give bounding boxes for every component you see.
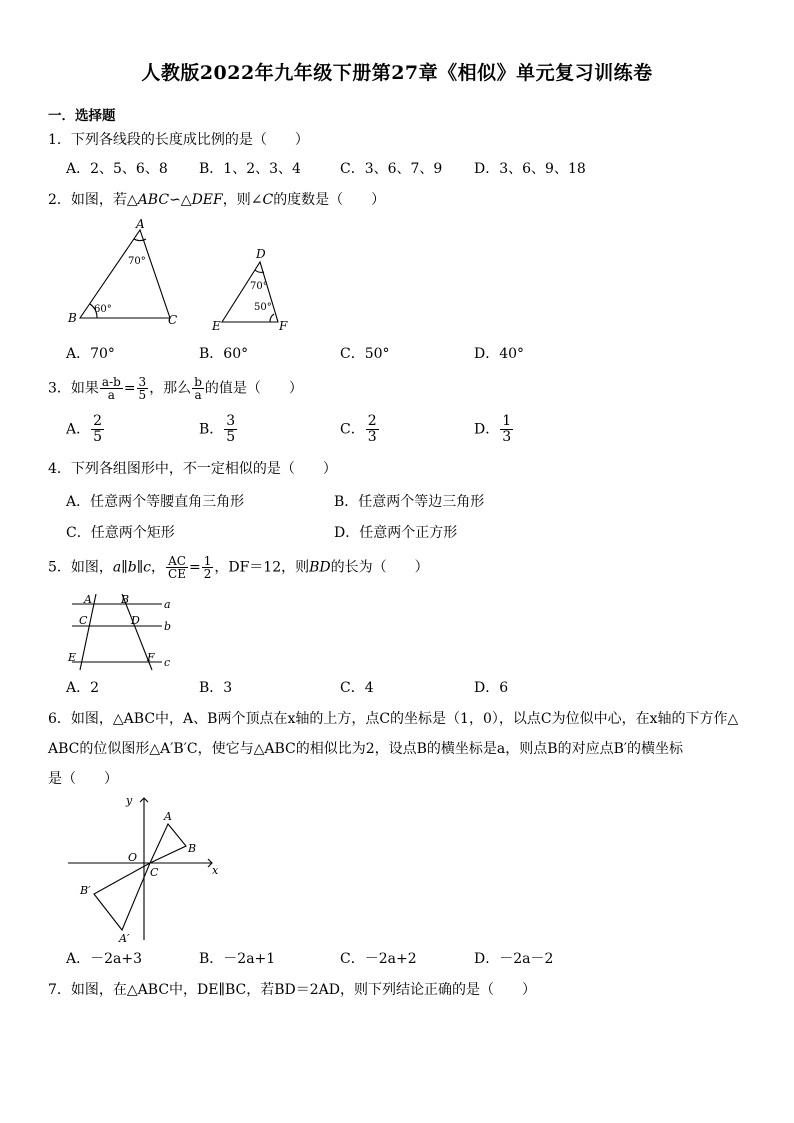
label-line-a: a: [164, 598, 171, 611]
label-d: D: [256, 247, 266, 261]
label-a-point: A: [84, 593, 92, 606]
label-point-a-prime: A′: [119, 932, 130, 945]
question-4-option-b[interactable]: B．任意两个等边三角形: [334, 494, 485, 510]
question-1-option-d[interactable]: D．3、6、9、18: [474, 161, 586, 177]
label-e: E: [212, 319, 221, 333]
question-7-stem: 7．如图，在△ABC中，DE∥BC，若BD＝2AD，则下列结论正确的是（ ）: [48, 982, 536, 998]
triangle-def: [222, 262, 278, 322]
question-6-stem: [48, 704, 758, 794]
question-2-option-a[interactable]: A．70°: [66, 346, 115, 362]
question-6-option-b[interactable]: B．－2a+1: [199, 951, 276, 967]
question-6-option-d[interactable]: D．－2a－2: [474, 951, 554, 967]
question-2-figure: [60, 218, 310, 336]
question-4-stem: 4．下列各组图形中，不一定相似的是（ ）: [48, 461, 337, 477]
question-2-option-c[interactable]: C．50°: [340, 346, 390, 362]
angle-a-value: 70°: [128, 256, 146, 267]
question-4-option-a[interactable]: A．任意两个等腰直角三角形: [66, 494, 245, 510]
label-c: C: [168, 313, 178, 327]
label-b-point: B: [121, 593, 130, 606]
label-y-axis: y: [126, 794, 133, 807]
question-2-option-d[interactable]: D．40°: [474, 346, 525, 362]
question-5-option-b[interactable]: B．3: [199, 680, 233, 696]
label-b: B: [68, 311, 77, 325]
question-1-option-a[interactable]: A．2、5、6、8: [66, 161, 168, 177]
label-point-b: B: [188, 842, 197, 855]
question-6-option-a[interactable]: A．－2a+3: [66, 951, 143, 967]
question-2-option-b[interactable]: B．60°: [199, 346, 249, 362]
label-line-c: c: [164, 656, 171, 669]
question-6-figure: [62, 790, 232, 948]
label-e-point: E: [68, 651, 77, 664]
question-5-figure: [64, 590, 184, 672]
label-c-point: C: [79, 614, 88, 627]
label-point-b-prime: B′: [80, 884, 91, 897]
question-1-option-c[interactable]: C．3、6、7、9: [340, 161, 443, 177]
label-x-axis: x: [212, 864, 219, 877]
question-3-stem: 3．如果 $\frac{a-b}{a}$ = $\frac{3}{5}$ ，那么 $\frac{b}{a}$ 的值是（ ）: [48, 375, 303, 402]
triangle-a2b2c: [94, 863, 150, 930]
label-a: A: [136, 218, 145, 231]
question-3-option-c[interactable]: C． $\frac{2}{3}$: [340, 413, 377, 445]
question-6-option-c[interactable]: C．－2a+2: [340, 951, 417, 967]
page-title: 人教版2022年九年级下册第27章《相似》单元复习训练卷: [141, 62, 653, 84]
question-1-option-b[interactable]: B．1、2、3、4: [199, 161, 301, 177]
question-4-option-d[interactable]: D．任意两个正方形: [334, 525, 458, 541]
label-f-point: F: [147, 651, 155, 664]
angle-f-arc: [270, 314, 274, 322]
angle-d-value: 70°: [250, 281, 268, 292]
question-5-option-d[interactable]: D．6: [474, 680, 509, 696]
angle-a-arc: [134, 239, 146, 241]
label-f: F: [279, 319, 288, 333]
label-line-b: b: [164, 620, 172, 633]
label-point-a: A: [164, 810, 172, 823]
triangle-abc: [150, 824, 186, 863]
question-6-line-2: ABC的位似图形△A′B′C，使它与△ABC的相似比为2，设点B的横坐标是a，则点B的对应点B′的横坐标: [48, 741, 684, 757]
label-d-point: D: [131, 614, 140, 627]
question-1-stem: 1．下列各线段的长度成比例的是（ ）: [48, 132, 309, 148]
question-3-option-d[interactable]: D． $\frac{1}{3}$: [474, 413, 512, 445]
question-6-line-3: 是（ ）: [48, 771, 118, 787]
question-2-stem: 2．如图，若△ABC∽△DEF，则∠C的度数是（ ）: [48, 192, 386, 208]
question-6-line-1: 6．如图，△ABC中，A、B两个顶点在x轴的上方，点C的坐标是（1，0），以点C为位似中心，在x轴的下方作△: [48, 711, 739, 727]
question-5-option-a[interactable]: A．2: [66, 680, 100, 696]
question-3-option-a[interactable]: A． $\frac{2}{5}$: [66, 413, 103, 445]
angle-b-value: 60°: [94, 304, 112, 315]
question-5-stem: 5．如图，a∥b∥c， $\frac{AC}{CE}$ = $\frac{1}{2}$ ，DF＝12，则BD的长为（ ）: [48, 554, 429, 581]
label-point-c: C: [150, 866, 159, 879]
question-5-option-c[interactable]: C．4: [340, 680, 374, 696]
section-heading: 一．选择题: [48, 108, 116, 124]
question-3-option-b[interactable]: B． $\frac{3}{5}$: [199, 413, 236, 445]
label-origin: O: [128, 851, 138, 864]
question-4-option-c[interactable]: C．任意两个矩形: [66, 525, 175, 541]
angle-f-value: 50°: [254, 302, 272, 313]
